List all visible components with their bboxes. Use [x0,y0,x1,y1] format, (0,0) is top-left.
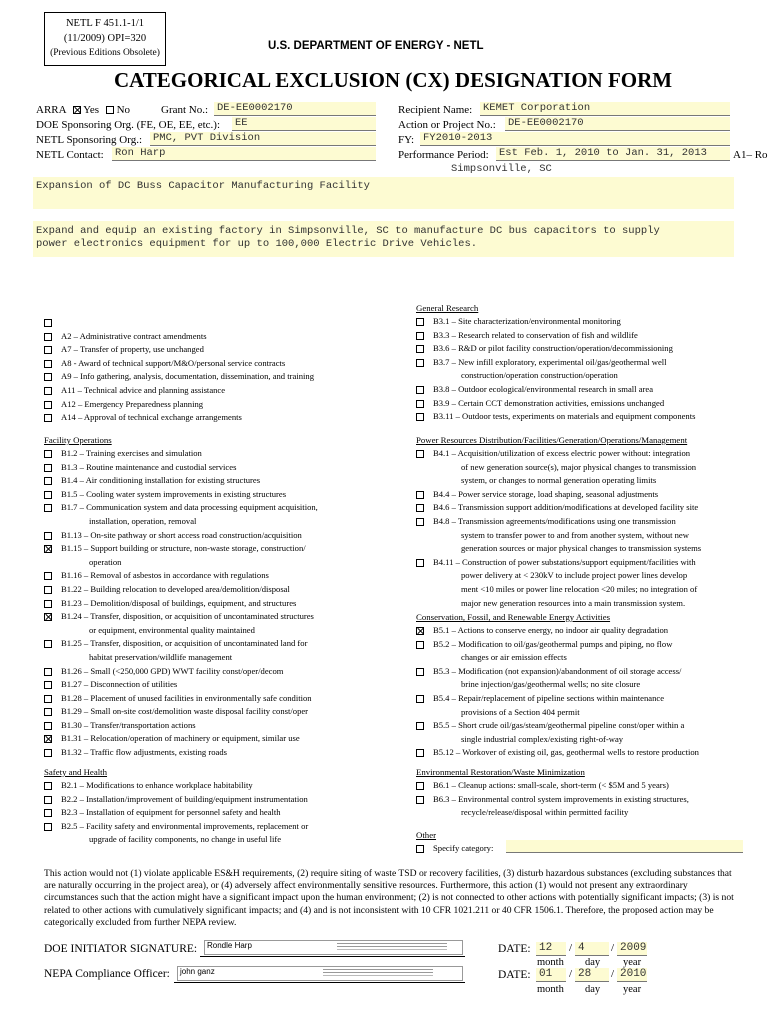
cx-item-label: B5.5 – Short crude oil/gas/steam/geothermal pipeline const/oper within a [433,720,685,731]
date-2-slash: / [611,968,615,980]
cx-checkbox[interactable] [44,572,52,580]
cx-item-label: B1.4 – Air conditioning installation for existing structures [61,475,261,486]
cx-checkbox[interactable] [44,414,52,422]
cx-item-label: B3.6 – R&D or pilot facility construction/operation/decommissioning [433,343,673,354]
arra-yes-label: Yes [83,104,100,116]
cx-item [416,315,756,329]
cx-item [44,692,384,706]
cx-item: A8 - Award of technical support/M&O/personal service contracts [44,357,384,371]
cx-item: A9 – Info gathering, analysis, documentation, dissemination, and training [44,370,384,384]
cx-item-label: B1.7 – Communication system and data processing equipment acquisition, [61,502,318,513]
cx-checkbox[interactable] [416,413,424,421]
initiator-signature-field[interactable] [204,940,463,955]
date-1-month[interactable]: 12 [536,942,566,956]
arra-no-checkbox[interactable] [106,106,114,114]
cx-item [416,342,756,356]
cx-item [44,597,384,611]
cx-checkbox[interactable] [44,532,52,540]
cx-checkbox[interactable] [416,332,424,340]
cx-item-label: B3.11 – Outdoor tests, experiments on materials and equipment components [433,411,696,422]
date-1-month-caption: month [537,957,564,968]
date-1-slash: / [569,942,573,954]
date-1-label: DATE: [498,943,531,955]
safety-health-section [44,766,384,847]
nepa-officer-name: john ganz [180,967,215,976]
date-2-month[interactable]: 01 [536,968,566,982]
cx-checkbox[interactable] [416,668,424,676]
cx-item [416,447,756,488]
cx-item [416,515,756,556]
power-resources-section [416,434,756,610]
date-2-day[interactable]: 28 [575,968,609,982]
cx-item [416,692,756,719]
facility-operations-section [44,434,384,760]
cx-checkbox[interactable] [44,695,52,703]
fy-label: FY: [398,134,415,146]
cx-item-label: B3.9 – Certain CCT demonstration activities, emissions unchanged [433,397,665,408]
cx-item-continuation: of new generation source(s), major physical changes to transmission system, or changes to normal generation operating limits [461,461,697,486]
restoration-section [416,766,756,820]
cx-checkbox[interactable] [44,586,52,594]
date-1-year[interactable]: 2009 [617,942,647,956]
cx-item-label: B4.11 – Construction of power substations/support equipment/facilities with [433,556,696,567]
cx-item [44,583,384,597]
nepa-signature-field[interactable] [177,966,463,981]
recipient-field[interactable]: KEMET Corporation [480,102,730,116]
doe-org-field[interactable]: EE [232,117,376,131]
cx-checkbox[interactable] [416,400,424,408]
fy-field[interactable]: FY2010-2013 [420,132,730,146]
cx-item-label: B4.8 – Transmission agreements/modifications using one transmission [433,515,676,526]
cx-item [44,678,384,692]
cx-item [44,569,384,583]
digital-signature-stamp [337,943,447,944]
description-line-2: power electronics equipment for up to 100,000 Electric Drive Vehicles. [36,238,478,250]
cx-item-continuation: upgrade of facility components, no change in useful life [89,834,282,845]
cx-item [44,820,384,847]
cx-checkbox[interactable] [44,333,52,341]
cx-item-label: B3.8 – Outdoor ecological/environmental research in small area [433,383,654,394]
cx-item-continuation: power delivery at < 230kV to include project power lines develop ment <10 miles or power line relocation <20 miles; no integration of major new generation resources into a main transmission system. [461,570,698,608]
a-items-list [44,316,384,425]
cx-item [416,624,756,638]
cx-item-label: B6.3 – Environmental control system improvements in existing structures, [433,793,689,804]
date-2-year[interactable]: 2010 [617,968,647,982]
cx-item [44,705,384,719]
cx-item-label: B1.32 – Traffic flow adjustments, existing roads [61,747,227,758]
cx-item: A11 – Technical advice and planning assistance [44,384,384,398]
cx-item-label: B3.1 – Site characterization/environmental monitoring [433,316,621,326]
date-1-day[interactable]: 4 [575,942,609,956]
conservation-section [416,611,756,760]
cx-checkbox[interactable] [44,346,52,354]
cx-checkbox[interactable] [44,387,52,395]
cx-checkbox[interactable] [44,681,52,689]
cx-item [416,356,756,383]
location-text: Simpsonville, SC [451,163,552,175]
cx-checkbox[interactable] [44,545,52,553]
cx-item-continuation: system to transfer power to and from another system, without new generation sources or major physical changes to transmission systems [461,529,702,554]
cx-item-label: B4.4 – Power service storage, load shaping, seasonal adjustments [433,488,659,499]
netl-contact-field[interactable]: Ron Harp [112,147,376,161]
form-title: CATEGORICAL EXCLUSION (CX) DESIGNATION FORM [114,68,673,92]
cx-item-label: B5.1 – Actions to conserve energy, no indoor air quality degradation [433,625,669,635]
cx-item: A7 – Transfer of property, use unchanged [44,343,384,357]
cx-checkbox[interactable] [416,491,424,499]
cx-item-label: B1.29 – Small on-site cost/demolition waste disposal facility const/oper [61,706,309,717]
cx-checkbox[interactable] [44,823,52,831]
cx-item [416,746,756,760]
facility-heading: Facility Operations [44,435,112,445]
cx-checkbox[interactable] [416,386,424,394]
initiator-name: Rondle Harp [207,941,252,950]
cx-checkbox[interactable] [416,359,424,367]
previous-editions-note: (Previous Editions Obsolete) [50,48,160,58]
cx-checkbox[interactable] [44,373,52,381]
cx-item-label: B1.26 – Small (<250,000 GPD) WWT facility const/oper/decom [61,665,284,676]
cx-checkbox[interactable] [44,640,52,648]
cx-item-continuation: or equipment, environmental quality maintained [89,624,255,635]
form-date: (11/2009) OPI=320 [63,33,147,44]
safety-heading: Safety and Health [44,767,108,777]
cx-item [44,474,384,488]
performance-period-field[interactable]: Est Feb. 1, 2010 to Jan. 31, 2013 [496,147,730,161]
cx-checkbox[interactable] [416,782,424,790]
cx-item-label: B1.31 – Relocation/operation of machinery or equipment, similar use [61,733,300,744]
cx-item [44,447,384,461]
grant-number-field[interactable]: DE-EE0002170 [214,102,376,116]
cx-item [44,746,384,760]
cx-item-label: B5.12 – Workover of existing oil, gas, geothermal wells to restore production [433,747,699,758]
cx-checkbox[interactable] [416,796,424,804]
arra-label: ARRA [36,104,66,116]
date-2-year-caption: year [623,984,642,995]
other-heading: Other [416,830,437,840]
cx-checkbox[interactable] [44,450,52,458]
cx-item-continuation: construction/operation construction/operation [461,370,618,381]
cx-item [44,637,384,664]
cx-checkbox[interactable] [416,450,424,458]
conservation-heading: Conservation, Fossil, and Renewable Energy Activities [416,612,611,622]
cx-checkbox[interactable] [416,345,424,353]
date-2-month-caption: month [537,984,564,995]
performance-period-label: Performance Period: [398,149,489,161]
cx-checkbox[interactable] [416,749,424,757]
netl-contact-label: NETL Contact: [36,149,104,161]
cx-item [416,793,756,820]
description-line-1: Expand and equip an existing factory in Simpsonville, SC to manufacture DC bus capacitors to supply [36,225,660,237]
project-number-field[interactable]: DE-EE0002170 [505,117,730,131]
form-id: NETL F 451.1-1/1 [65,18,145,29]
cx-checkbox[interactable] [44,360,52,368]
cx-item-label: B1.13 – On-site pathway or short access road construction/acquisition [61,529,302,540]
cx-checkbox[interactable] [416,504,424,512]
cx-item [44,501,384,528]
other-item: Specify category: [416,842,756,856]
cx-checkbox[interactable] [416,518,424,526]
project-title-field[interactable]: Expansion of DC Buss Capacitor Manufacturing Facility [33,177,734,209]
cx-item-label: B3.7 – New infill exploratory, experimental oil/gas/geothermal well [433,356,667,367]
power-heading: Power Resources Distribution/Facilities/Generation/Operations/Management [416,435,688,445]
cx-item [416,329,756,343]
cx-item-label: B4.1 – Acquisition/utilization of excess electric power without: integration [433,448,691,458]
cx-checkbox[interactable] [416,641,424,649]
cx-item [416,397,756,411]
cx-item-label: B1.15 – Support building or structure, non-waste storage, construction/ [61,543,306,554]
cx-item [416,383,756,397]
research-heading: General Research [416,303,479,313]
arra-row [36,104,130,116]
cx-item-label: B1.3 – Routine maintenance and custodial services [61,461,237,472]
cx-item-label: B1.30 – Transfer/transportation actions [61,719,196,730]
cx-item-continuation: brine injection/gas/geothermal wells; no site closure [461,679,641,690]
cx-item-label: B2.3 – Installation of equipment for personnel safety and health [61,807,281,818]
cx-item-label: B1.5 – Cooling water system improvements in existing structures [61,488,287,499]
cx-checkbox[interactable] [44,504,52,512]
cx-item [44,719,384,733]
cx-item-label: B1.2 – Training exercises and simulation [61,448,202,458]
doe-org-label: DOE Sponsoring Org. (FE, OE, EE, etc.): [36,119,221,131]
cx-item [44,779,384,793]
nepa-officer-label: NEPA Compliance Officer: [44,968,170,980]
project-description-field[interactable] [33,221,734,257]
cx-item-continuation: provisions of a Section 404 permit [461,706,580,717]
cx-item-label: B6.1 – Cleanup actions: small-scale, short-term (< $5M and 5 years) [433,780,669,790]
cx-checkbox[interactable] [416,559,424,567]
arra-no-label: No [116,104,131,116]
cx-item [44,542,384,569]
cx-checkbox[interactable] [44,464,52,472]
cx-checkbox[interactable] [44,600,52,608]
cx-item: A12 – Emergency Preparedness planning [44,398,384,412]
cx-checkbox[interactable] [44,477,52,485]
cx-checkbox[interactable] [416,695,424,703]
restoration-heading: Environmental Restoration/Waste Minimization [416,767,585,777]
cx-item-label: B5.4 – Repair/replacement of pipeline sections within maintenance [433,692,665,703]
other-checkbox[interactable] [416,845,424,853]
date-1-year-caption: year [623,957,642,968]
cx-checkbox[interactable] [44,782,52,790]
cx-item-label: B5.3 – Modification (not expansion)/abandonment of oil storage access/ [433,665,682,676]
cx-item: A14 – Approval of technical exchange arrangements [44,411,384,425]
cx-item-continuation: habitat preservation/wildlife management [89,651,233,662]
form-id-box [44,12,166,66]
initiator-signature-underline [200,956,465,957]
grant-label: Grant No.: [161,104,209,116]
nepa-signature-underline [174,982,465,983]
cx-item [44,665,384,679]
cx-item-continuation: operation [89,556,122,567]
netl-org-field[interactable]: PMC, PVT Division [150,132,376,146]
arra-yes-checkbox[interactable] [73,106,81,114]
cx-item [416,410,756,424]
cx-item-label: B2.2 – Installation/improvement of building/equipment instrumentation [61,793,308,804]
cx-item [44,316,384,330]
cx-item [416,779,756,793]
cx-item: A2 – Administrative contract amendments [44,330,384,344]
cx-checkbox[interactable] [416,627,424,635]
cx-item [44,488,384,502]
cx-checkbox[interactable] [44,401,52,409]
date-1-day-caption: day [585,957,601,968]
cx-checkbox[interactable] [416,318,424,326]
initiator-signature-label: DOE INITIATOR SIGNATURE: [44,943,198,955]
netl-org-label: NETL Sponsoring Org.: [36,134,143,146]
cx-checkbox[interactable] [44,708,52,716]
cx-item-label: B1.25 – Transfer, disposition, or acquisition of uncontaminated land for [61,638,308,649]
statement-text: This action would not (1) violate applicable ES&H requirements, (2) require siting of waste TSD or recovery facilities, (3) disturb hazardous substances (excluding substances that are naturally occurring in the project area), or (4) adversely affect environmentally sensitive resources. Furthermore, this action (1) would not present any extraordinary circumstances such that the action might have a significant impact upon the human environment; (2) is not connected to other actions with potentially significant impacts; (3) is not related to other actions with cumulatively significant impacts; and (4) and is not inconsistent with 10 CFR 1021.211 or 40 CFR 1506.1. Therefore, the proposed action may be categorically excluded from further NEPA review. [44,868,734,928]
cx-item-label: B2.1 – Modifications to enhance workplace habitability [61,780,253,790]
cx-item [44,610,384,637]
cx-item-continuation: changes or air emission effects [461,652,567,663]
department-name: U.S. DEPARTMENT OF ENERGY - NETL [268,40,484,52]
cx-checkbox[interactable] [44,613,52,621]
cx-checkbox[interactable] [44,319,52,327]
cx-item-label: B4.6 – Transmission support addition/modifications at developed facility site [433,502,699,513]
cx-checkbox[interactable] [416,722,424,730]
cx-item [44,529,384,543]
cx-item [416,501,756,515]
cx-item [416,638,756,665]
recipient-label: Recipient Name: [398,104,473,116]
date-2-slash: / [569,968,573,980]
cx-checkbox[interactable] [44,668,52,676]
date-2-label: DATE: [498,969,531,981]
cx-item [44,793,384,807]
cx-checkbox[interactable] [44,491,52,499]
overflow-label: A1– Ro [733,149,768,161]
cx-item-label: B5.2 – Modification to oil/gas/geothermal pumps and piping, no flow [433,638,673,649]
cx-item [44,732,384,746]
cx-item [416,556,756,610]
cx-checkbox[interactable] [44,749,52,757]
cx-item [416,719,756,746]
cx-item-continuation: installation, operation, removal [89,515,197,526]
cx-checkbox[interactable] [44,809,52,817]
project-label: Action or Project No.: [398,119,496,131]
specify-category-field[interactable] [506,840,743,853]
cx-item-label: B1.23 – Demolition/disposal of buildings, equipment, and structures [61,597,297,608]
cx-item-label: B2.5 – Facility safety and environmental improvements, replacement or [61,820,309,831]
cx-checkbox[interactable] [44,735,52,743]
digital-signature-stamp [323,969,433,970]
general-research-section [416,302,756,424]
cx-item [44,461,384,475]
cx-item-label: B1.16 – Removal of asbestos in accordance with regulations [61,570,269,581]
cx-item-label: B1.22 – Building relocation to developed area/demolition/disposal [61,583,290,594]
date-2-day-caption: day [585,984,601,995]
cx-item-continuation: recycle/release/disposal within permitted facility [461,807,629,818]
cx-item-label: B1.24 – Transfer, disposition, or acquisition of uncontaminated structures [61,611,314,622]
cx-item-label: B1.28 – Placement of unused facilities in environmentally safe condition [61,692,312,703]
date-1-slash: / [611,942,615,954]
cx-item-label: B1.27 – Disconnection of utilities [61,679,178,690]
cx-item-continuation: single industrial complex/existing right-of-way [461,733,624,744]
cx-checkbox[interactable] [44,722,52,730]
cx-item [416,665,756,692]
cx-item [416,488,756,502]
cx-item [44,806,384,820]
cx-item-label: B3.3 – Research related to conservation of fish and wildlife [433,329,638,340]
cx-checkbox[interactable] [44,796,52,804]
